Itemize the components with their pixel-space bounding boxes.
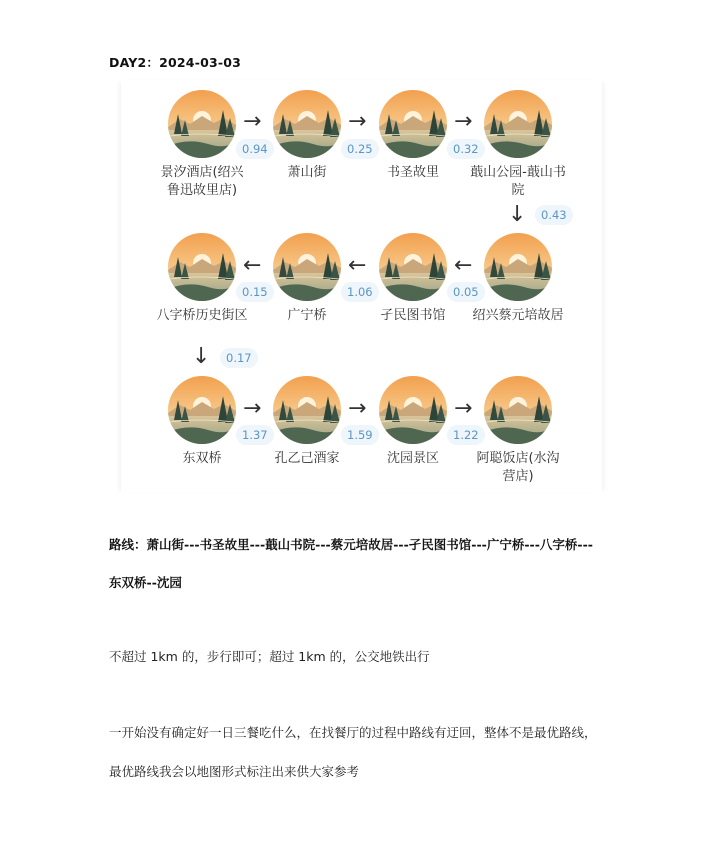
stop-name: 书圣故里 [386,165,439,180]
day-title: DAY2：2024-03-03 [109,55,242,70]
stop-name: 蕺山公园-蕺山书院 [470,165,566,198]
route-stop[interactable] [365,233,461,325]
stop-name: 孑民图书馆 [380,308,446,323]
arrow-left-icon: ← [454,253,473,278]
arrow-right-icon: → [348,396,367,421]
stop-thumbnail [484,233,552,301]
distance-badge: 0.25 [341,139,379,159]
stop-thumbnail [379,376,447,444]
route-stop[interactable] [365,376,461,468]
distance-badge: 0.32 [447,139,485,159]
route-stop[interactable] [365,90,461,182]
route-stop[interactable] [259,376,355,468]
stop-thumbnail [273,233,341,301]
arrow-right-icon: → [348,109,367,134]
arrow-right-icon: → [454,396,473,421]
distance-badge: 0.17 [220,348,258,368]
distance-badge: 0.05 [447,282,485,302]
stop-thumbnail [379,90,447,158]
distance-badge: 1.06 [341,282,379,302]
route-card [121,80,602,493]
stop-name: 八字桥历史街区 [156,308,248,323]
distance-badge: 0.43 [535,205,573,225]
stop-thumbnail [379,233,447,301]
stop-name: 东双桥 [182,451,222,466]
route-explanation-line2: 最优路线我会以地图形式标注出来供大家参考 [109,764,360,779]
route-summary-line2: 东双桥--沈园 [109,575,182,590]
arrow-left-icon: ← [348,253,367,278]
stop-thumbnail [168,376,236,444]
route-stop[interactable] [154,376,250,468]
arrow-down-icon: ↓ [508,202,527,227]
stop-name: 沈园景区 [386,451,439,466]
stop-name: 阿聪饭店(水沟营店) [476,451,560,484]
route-stop[interactable] [470,233,566,325]
distance-badge: 0.15 [236,282,274,302]
stop-thumbnail [168,90,236,158]
stop-thumbnail [168,233,236,301]
route-explanation-line1: 一开始没有确定好一日三餐吃什么，在找餐厅的过程中路线有迂回，整体不是最优路线， [109,725,597,740]
transport-note: 不超过 1km 的，步行即可；超过 1km 的，公交地铁出行 [109,649,430,664]
stop-thumbnail [484,90,552,158]
stop-name: 景汐酒店(绍兴鲁迅故里店) [160,165,244,198]
stop-thumbnail [484,376,552,444]
stop-thumbnail [273,90,341,158]
stop-thumbnail [273,376,341,444]
route-stop[interactable] [259,90,355,182]
distance-badge: 1.59 [341,425,379,445]
route-stop[interactable] [154,233,250,325]
stop-name: 萧山街 [287,165,327,180]
arrow-left-icon: ← [243,253,262,278]
distance-badge: 0.94 [236,139,274,159]
arrow-right-icon: → [454,109,473,134]
distance-badge: 1.22 [447,425,485,445]
stop-name: 孔乙己酒家 [274,451,340,466]
route-stop[interactable] [259,233,355,325]
route-summary-line1: 路线：萧山街---书圣故里---蕺山书院---蔡元培故居---孑民图书馆---广宁桥---八字桥--- [109,537,593,552]
distance-badge: 1.37 [236,425,274,445]
stop-name: 广宁桥 [287,308,327,323]
arrow-down-icon: ↓ [192,344,211,369]
arrow-right-icon: → [243,109,262,134]
stop-name: 绍兴蔡元培故居 [472,308,564,323]
arrow-right-icon: → [243,396,262,421]
